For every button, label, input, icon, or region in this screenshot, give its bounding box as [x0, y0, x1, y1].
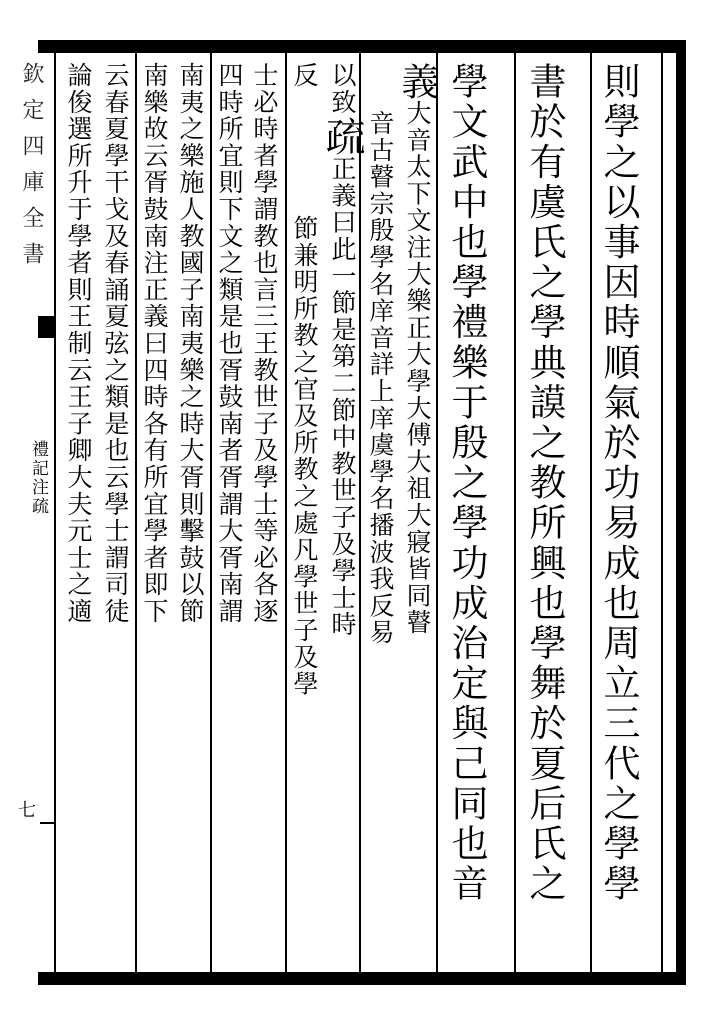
text-column-6 [319, 62, 365, 639]
column-small-text: 反 [290, 62, 319, 89]
frame-right-inner-border [661, 53, 663, 972]
column-small-text: 節兼明所教之官及所教之處凡學世子及學 [290, 215, 319, 698]
column-small-text: 南夷之樂施人教國子南夷樂之時大胥則擊鼓以節 [176, 62, 205, 625]
text-column-14 [66, 62, 91, 625]
commentary-marker: 疏 [319, 115, 365, 156]
page-number-rule [40, 822, 54, 824]
text-column-12 [142, 62, 167, 625]
column-text: 學文武中也學禮樂于殷之學功成治定與己同也音 [445, 62, 488, 905]
text-column-11 [178, 62, 203, 625]
column-small-text: 四時所宜則下文之類是也胥鼓南者胥謂大胥南謂 [215, 62, 244, 625]
column-rule [436, 53, 438, 972]
column-small-text: 音古瞽宗殷學名庠音詳上庠虞學名播波我反易 [366, 110, 395, 646]
book-title: 欽定四庫全書 [19, 62, 44, 278]
column-rule [590, 53, 592, 972]
frame-right-border [676, 40, 686, 985]
text-column-4 [395, 62, 439, 636]
column-small-text: 云春夏學干戈及春誦夏弦之類是也云學士謂司徒 [101, 62, 130, 625]
column-rule [285, 53, 287, 972]
column-small-text: 士必時者學謂教也言三王教世子及學士等必各逐 [250, 62, 279, 625]
text-column-1 [597, 62, 640, 905]
text-column-3 [445, 62, 488, 905]
text-column-9 [252, 62, 277, 625]
column-text: 則學之以事因時順氣於功易成也周立三代之學學 [597, 62, 640, 905]
column-rule [514, 53, 516, 972]
text-column-13 [103, 62, 128, 625]
text-column-10 [217, 62, 242, 625]
column-rule [210, 53, 212, 972]
column-small-text: 南樂故云胥鼓南注正義曰四時各有所宜學者即下 [140, 62, 169, 625]
text-column-8 [292, 215, 317, 697]
column-small-text: 以致 [328, 62, 357, 116]
frame-top-border [38, 40, 686, 53]
column-small-text: 大音太下文注大樂正大學大傅大祖大寢皆同瞽 [403, 100, 432, 636]
section-title: 禮記注疏 [28, 440, 48, 516]
page-number: 七 [18, 800, 36, 821]
column-rule [135, 53, 137, 972]
column-big-char: 義 [395, 62, 439, 100]
text-column-7 [292, 62, 317, 89]
column-small-text: 論俊選所升于學者則王制云王子卿大夫元士之適 [64, 62, 93, 625]
frame-bottom-border [38, 972, 686, 985]
frame-left-inner-border [54, 53, 56, 972]
text-column-5 [368, 110, 393, 646]
column-small-text: 正義曰此一節是第二節中教世子及學士時 [328, 155, 357, 639]
text-column-2 [523, 62, 566, 905]
column-text: 書於有虞氏之學典謨之教所興也學舞於夏后氏之 [523, 62, 566, 905]
fishtail-mark [38, 316, 56, 338]
